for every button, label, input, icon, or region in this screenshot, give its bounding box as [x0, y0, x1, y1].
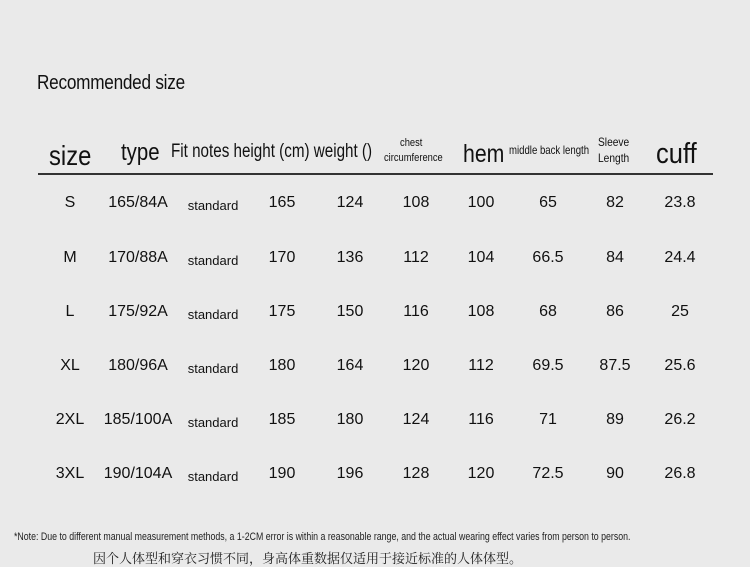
cell-hem: 120: [467, 465, 495, 482]
cell-fit: standard: [187, 415, 239, 430]
cell-height: 185: [268, 411, 296, 428]
measurement-note: *Note: Due to different manual measurement methods, a 1-2CM error is within a reasonable range, and the actual wearing effect varies from person to person.: [14, 531, 631, 543]
cell-sleeve: 90: [606, 465, 624, 482]
header-type: type: [121, 139, 160, 166]
cell-back: 65: [539, 194, 557, 211]
header-cuff: cuff: [656, 138, 697, 170]
cell-cuff: 26.2: [664, 411, 696, 428]
table-row: [0, 194, 750, 218]
cell-size: 2XL: [55, 411, 85, 428]
header-sleeve-line2: Length: [598, 151, 630, 165]
cell-hem: 112: [468, 357, 494, 374]
cell-weight: 164: [336, 357, 364, 374]
table-row: [0, 465, 750, 489]
cell-back: 72.5: [532, 465, 564, 482]
cell-sleeve: 87.5: [599, 357, 631, 374]
cell-cuff: 24.4: [664, 249, 696, 266]
cell-type: 190/104A: [103, 465, 173, 482]
cell-type: 185/100A: [103, 411, 173, 428]
cell-chest: 120: [402, 357, 430, 374]
cell-fit: standard: [187, 198, 239, 213]
cell-chest: 116: [403, 303, 429, 320]
cell-sleeve: 89: [606, 411, 624, 428]
header-sleeve-line1: Sleeve: [598, 135, 630, 149]
cell-type: 165/84A: [108, 194, 168, 211]
cell-cuff: 25.6: [664, 357, 696, 374]
cell-height: 175: [268, 303, 296, 320]
page-title: Recommended size: [37, 72, 185, 94]
cell-chest: 108: [402, 194, 430, 211]
cell-type: 180/96A: [108, 357, 168, 374]
cell-fit: standard: [187, 253, 239, 268]
cell-sleeve: 82: [606, 194, 624, 211]
cell-chest: 128: [402, 465, 430, 482]
cell-fit: standard: [187, 307, 239, 322]
header-chest-line1: chest: [400, 137, 423, 149]
cell-hem: 104: [467, 249, 495, 266]
cell-height: 180: [268, 357, 296, 374]
cell-back: 68: [539, 303, 557, 320]
cell-size: L: [65, 303, 75, 320]
cell-hem: 116: [468, 411, 494, 428]
cell-cuff: 25: [671, 303, 689, 320]
cell-weight: 180: [336, 411, 364, 428]
cell-chest: 124: [402, 411, 430, 428]
table-row: [0, 249, 750, 273]
cell-fit: standard: [187, 469, 239, 484]
cell-weight: 150: [336, 303, 364, 320]
cell-weight: 136: [336, 249, 364, 266]
header-middle-back: middle back length: [509, 143, 590, 157]
measurement-note-chinese: 因个人体型和穿衣习惯不同，身高体重数据仅适用于接近标准的人体体型。: [93, 551, 523, 566]
table-row: [0, 303, 750, 327]
cell-sleeve: 86: [606, 303, 624, 320]
header-sleeve: [598, 134, 630, 166]
cell-sleeve: 84: [606, 249, 624, 266]
table-row: [0, 411, 750, 435]
cell-size: 3XL: [55, 465, 85, 482]
cell-back: 69.5: [532, 357, 564, 374]
cell-cuff: 26.8: [664, 465, 696, 482]
cell-back: 71: [539, 411, 557, 428]
cell-weight: 196: [336, 465, 364, 482]
header-fit-height-weight: Fit notes height (cm) weight (): [171, 141, 373, 162]
cell-cuff: 23.8: [664, 194, 696, 211]
cell-back: 66.5: [532, 249, 564, 266]
header-chest: [384, 136, 443, 166]
cell-height: 170: [268, 249, 296, 266]
cell-size: M: [63, 249, 77, 266]
cell-height: 190: [268, 465, 296, 482]
cell-weight: 124: [336, 194, 364, 211]
cell-height: 165: [268, 194, 296, 211]
header-size: size: [49, 140, 92, 171]
cell-hem: 100: [467, 194, 495, 211]
cell-fit: standard: [187, 361, 239, 376]
header-hem: hem: [463, 140, 505, 168]
cell-size: S: [64, 194, 76, 211]
cell-hem: 108: [467, 303, 495, 320]
cell-chest: 112: [403, 249, 429, 266]
cell-type: 175/92A: [108, 303, 168, 320]
cell-type: 170/88A: [108, 249, 168, 266]
table-row: [0, 357, 750, 381]
cell-size: XL: [60, 357, 80, 374]
header-chest-line2: circumference: [384, 152, 443, 164]
header-divider: [38, 173, 713, 175]
